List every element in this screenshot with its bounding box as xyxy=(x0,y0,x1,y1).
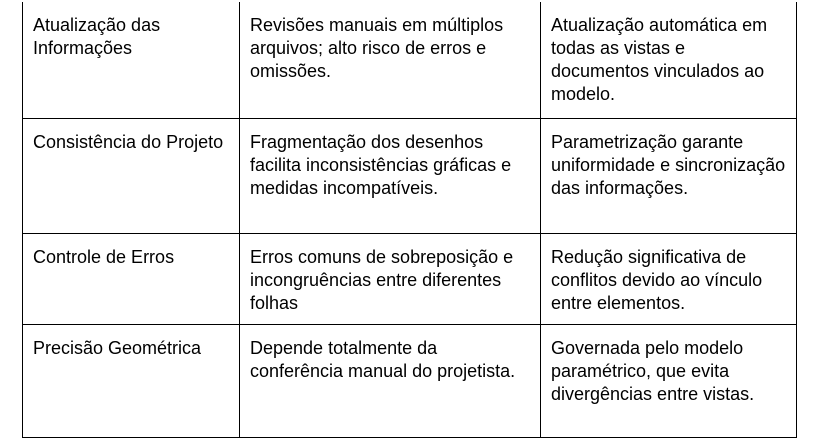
bim-text: Parametrização garante uniformidade e sincronização das informações. xyxy=(551,131,786,198)
traditional-text: Revisões manuais em múltiplos arquivos; alto risco de erros e omissões. xyxy=(250,15,504,81)
traditional-cell xyxy=(240,324,541,437)
traditional-text: Fragmentação dos desenhos facilita inconsistências gráficas e medidas incompatíveis. xyxy=(250,131,512,198)
traditional-text: Erros comuns de sobreposição e incongruências entre diferentes folhas xyxy=(250,246,514,313)
traditional-cell xyxy=(240,118,541,233)
table-row xyxy=(23,2,797,118)
criterion-text: Controle de Erros xyxy=(33,246,175,267)
bim-cell xyxy=(541,2,797,118)
table-row xyxy=(23,118,797,233)
criterion-cell xyxy=(23,2,240,118)
comparison-table xyxy=(22,2,797,438)
bim-cell xyxy=(541,324,797,437)
criterion-text: Atualização das Informações xyxy=(33,15,161,58)
criterion-text: Consistência do Projeto xyxy=(33,131,224,152)
criterion-text: Precisão Geométrica xyxy=(33,337,202,358)
criterion-cell xyxy=(23,118,240,233)
bim-text: Redução significativa de conflitos devido ao vínculo entre elementos. xyxy=(551,246,763,313)
table-row xyxy=(23,233,797,324)
traditional-cell xyxy=(240,2,541,118)
bim-cell xyxy=(541,118,797,233)
bim-text: Governada pelo modelo paramétrico, que evita divergências entre vistas. xyxy=(551,337,755,404)
bim-cell xyxy=(541,233,797,324)
criterion-cell xyxy=(23,324,240,437)
traditional-text: Depende totalmente da conferência manual do projetista. xyxy=(250,337,516,381)
table-row xyxy=(23,324,797,437)
traditional-cell xyxy=(240,233,541,324)
criterion-cell xyxy=(23,233,240,324)
bim-text: Atualização automática em todas as vistas e documentos vinculados ao modelo. xyxy=(551,15,768,104)
